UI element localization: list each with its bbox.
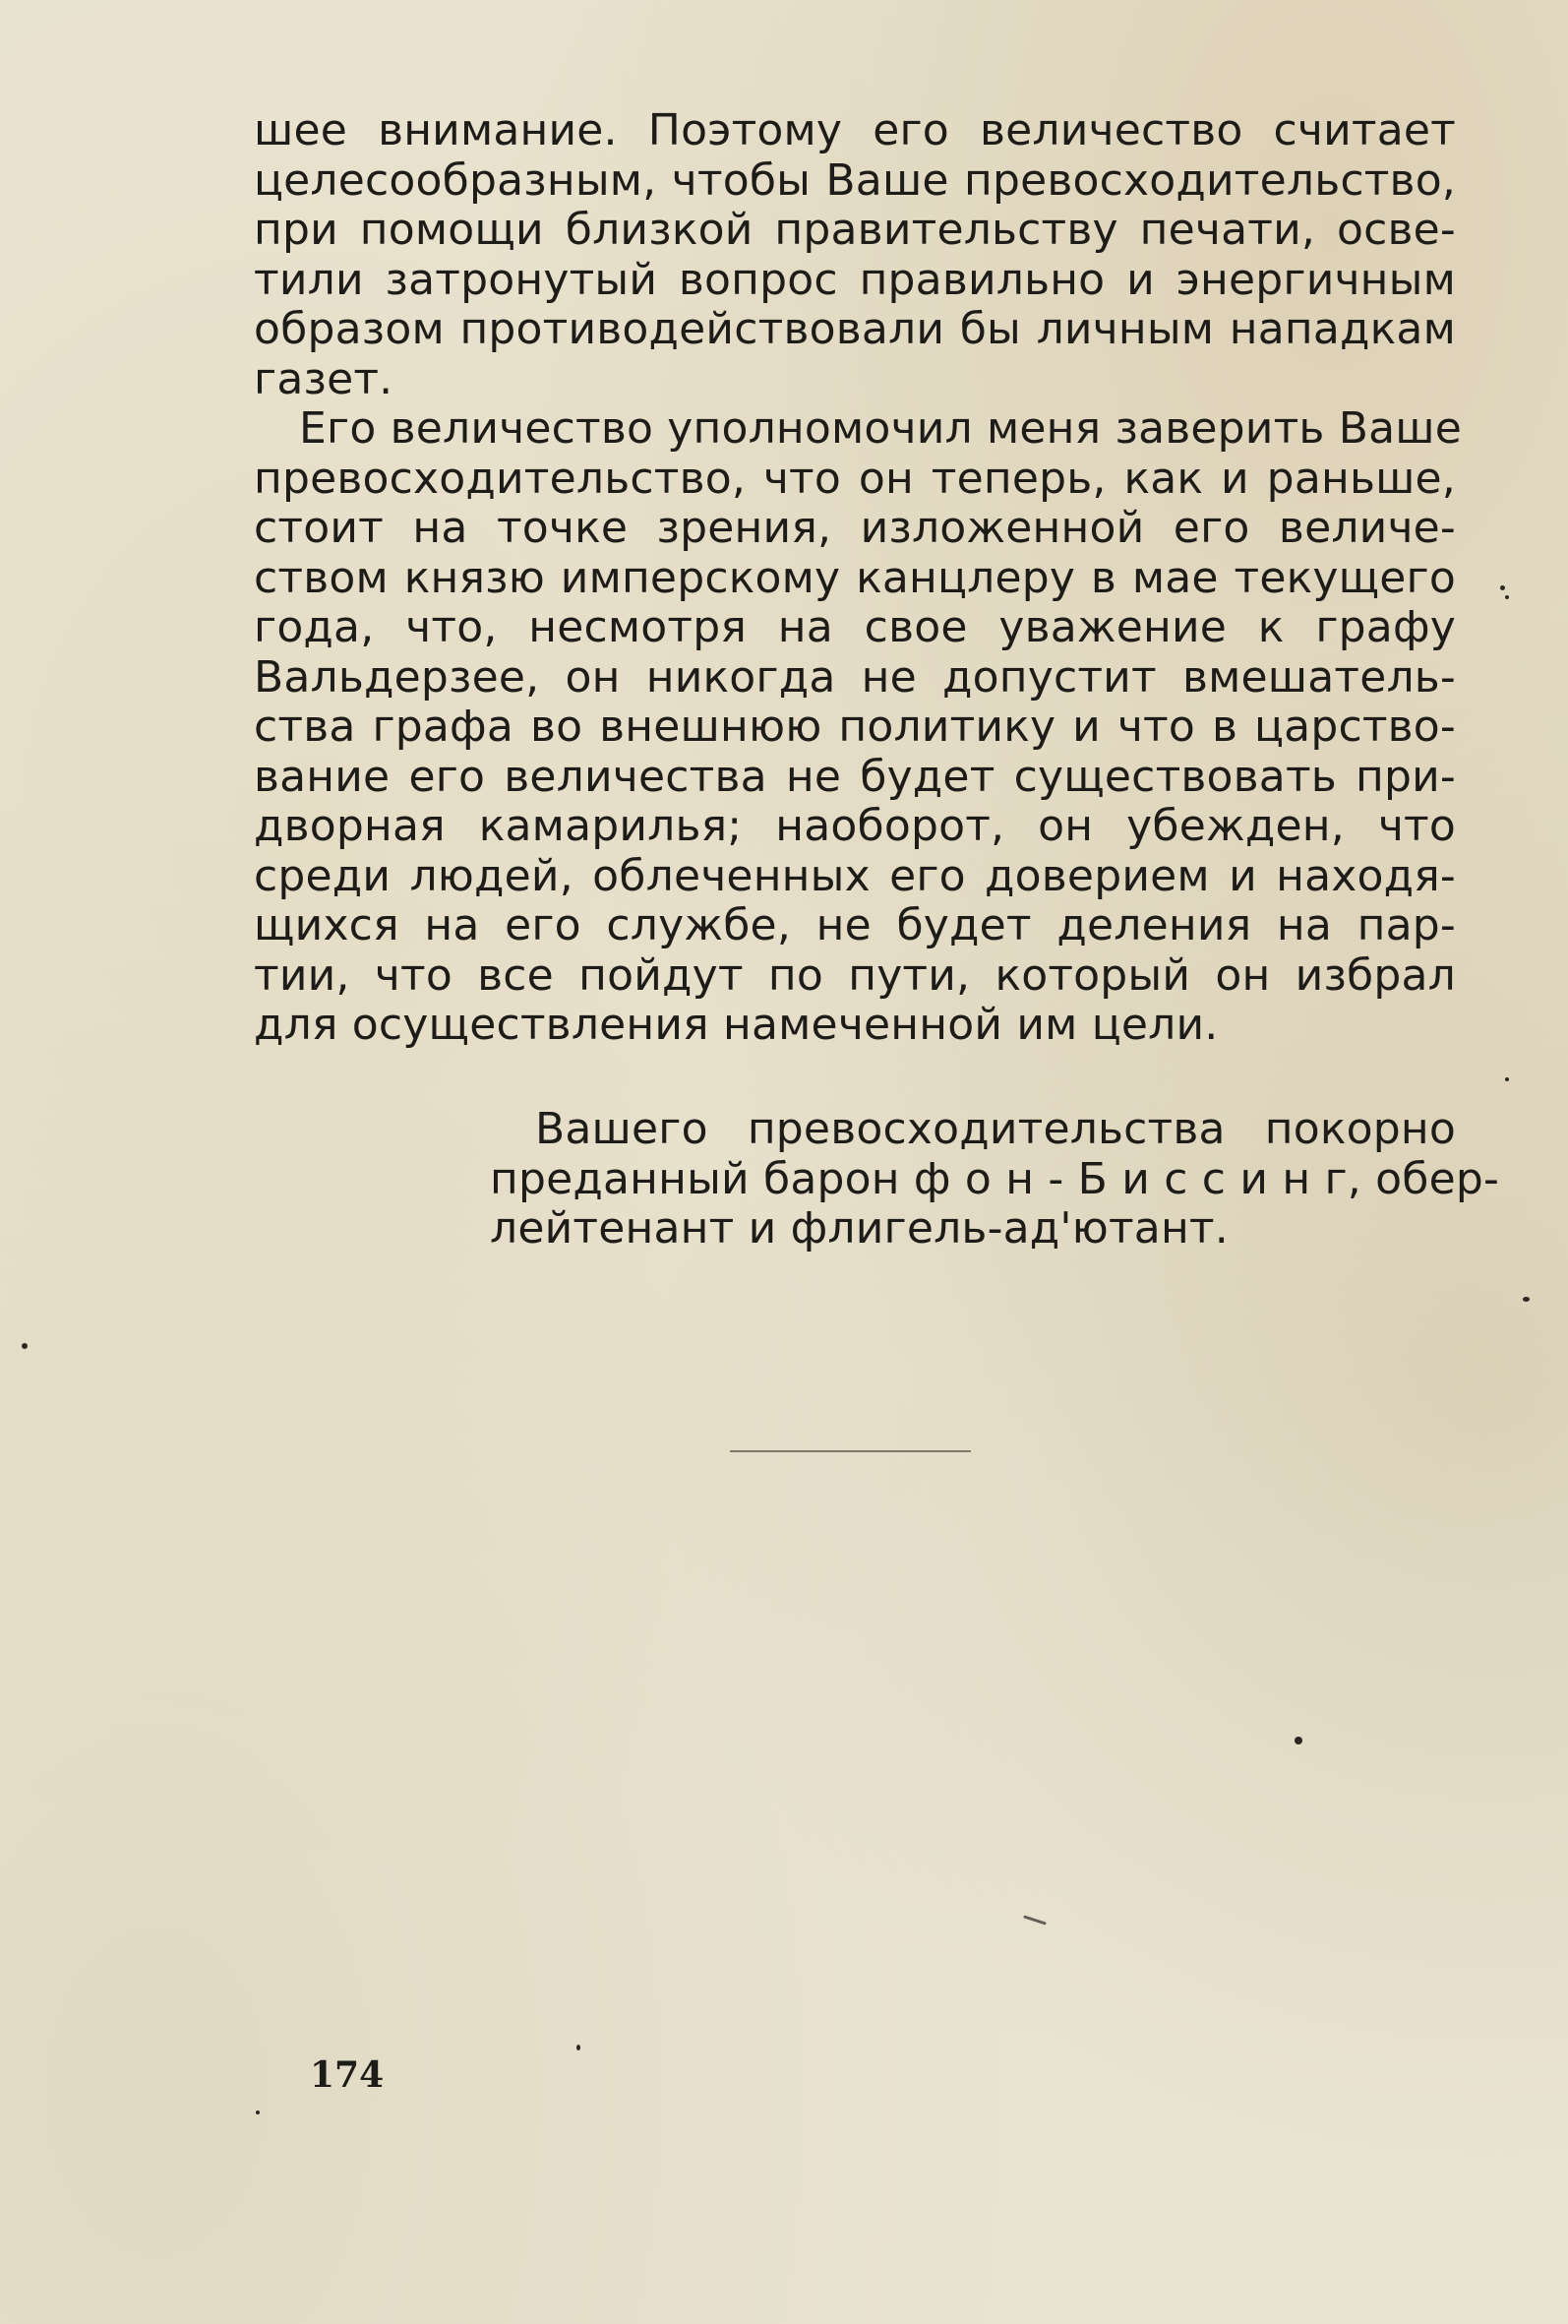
- text-line: года, что, несмотря на свое уважение к графу: [254, 602, 1456, 652]
- text-line: тии, что все пойдут по пути, который он избрал: [254, 949, 1456, 1001]
- text-line: при помощи близкой правительству печати, осве-: [254, 205, 1456, 255]
- text-line: дворная камарилья; наоборот, он убежден, что: [254, 801, 1456, 851]
- text-line: тили затронутый вопрос правильно и энергичным: [254, 254, 1456, 305]
- paper-speck: [1023, 1915, 1047, 1925]
- paper-speck: [1505, 1077, 1509, 1081]
- section-divider: [730, 1450, 971, 1452]
- text-line: образом противодействовали бы личным нападкам: [254, 304, 1456, 354]
- paper-speck: [256, 2110, 260, 2114]
- page-number: 174: [310, 2054, 385, 2096]
- paragraph-1: [254, 105, 1463, 1051]
- signature-block: [490, 1104, 1500, 1254]
- paper-speck: [1295, 1737, 1302, 1744]
- text-line: шее внимание. Поэтому его величество считает: [254, 105, 1456, 155]
- signature-line: лейтенант и флигель-ад'ютант.: [490, 1203, 1229, 1254]
- text-line: газет.: [254, 353, 393, 404]
- text-line: Вальдерзее, он никогда не допустит вмешатель-: [254, 651, 1456, 703]
- paper-speck: [1523, 1297, 1530, 1302]
- paper-speck: [1505, 595, 1509, 599]
- text-line: Его величество уполномочил меня заверить Ваше: [299, 403, 1463, 454]
- text-line: целесообразным, чтобы Ваше превосходительство,: [254, 154, 1456, 206]
- text-line: ства графа во внешнюю политику и что в царство-: [254, 702, 1456, 752]
- text-line: щихся на его службе, не будет деления на пар-: [254, 900, 1456, 950]
- text-line: ством князю имперскому канцлеру в мае текущего: [254, 552, 1456, 603]
- paper-speck: [576, 2045, 580, 2050]
- text-line: для осуществления намеченной им цели.: [254, 1000, 1219, 1050]
- text-line: стоит на точке зрения, изложенной его величе-: [254, 503, 1456, 553]
- paper-speck: [22, 1343, 28, 1349]
- text-line: вание его величества не будет существовать при-: [254, 751, 1456, 802]
- signature-line: преданный барон ф о н - Б и с с и н г, обер-: [490, 1153, 1500, 1204]
- text-line: превосходительство, что он теперь, как и раньше,: [254, 453, 1456, 504]
- paragraph-2: [254, 403, 1463, 1051]
- text-line: среди людей, облеченных его доверием и находя-: [254, 850, 1456, 901]
- paper-speck: [1500, 585, 1505, 590]
- signature-line: Вашего превосходительства покорно: [535, 1104, 1456, 1154]
